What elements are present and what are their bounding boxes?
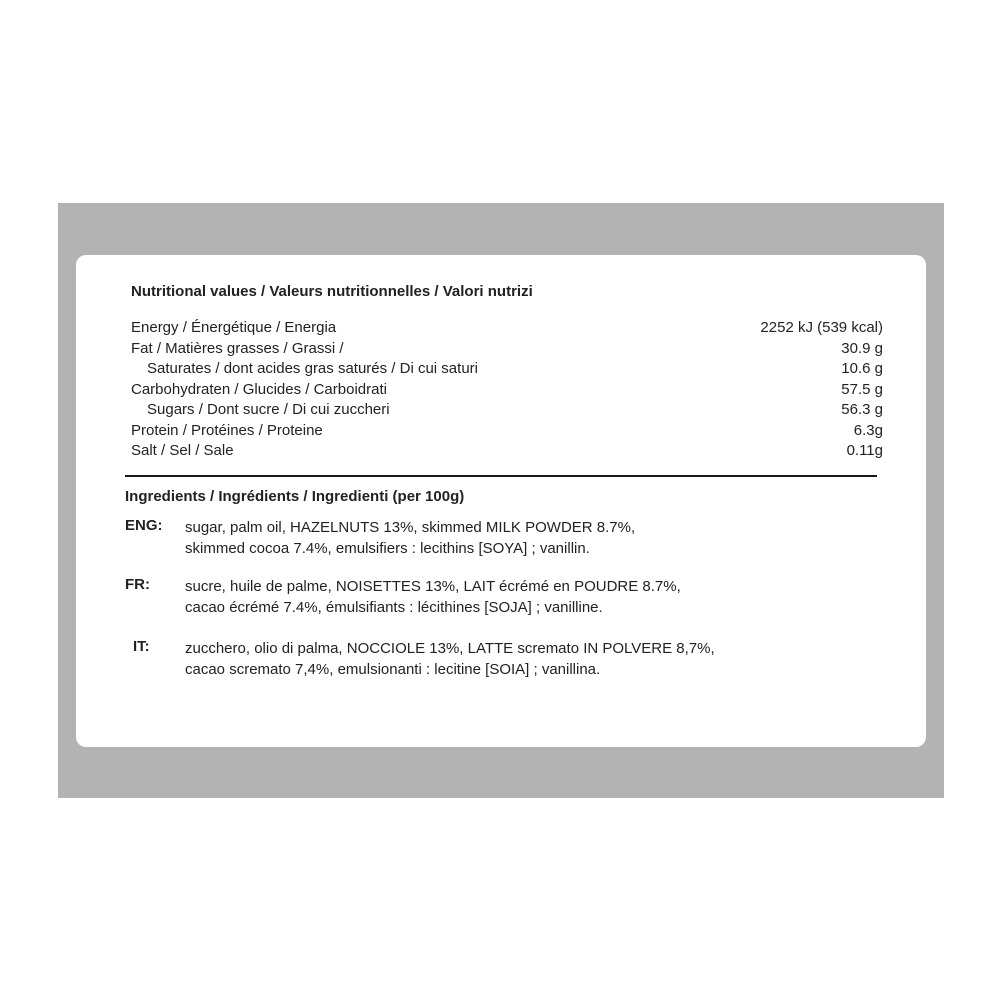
nutrition-value: 57.5 g — [841, 380, 883, 398]
nutrition-label: Salt / Sel / Sale — [131, 442, 234, 459]
nutrition-value: 56.3 g — [841, 401, 883, 418]
ingredients-line: cacao scremato 7,4%, emulsionanti : lecitine [SOIA] ; vanillina. — [185, 661, 601, 678]
language-code: IT: — [133, 638, 150, 655]
ingredients-line: sucre, huile de palme, NOISETTES 13%, LAIT écrémé en POUDRE 8.7%, — [185, 578, 681, 595]
ingredients-text — [185, 576, 681, 618]
nutrition-label: Saturates / dont acides gras saturés / Di cui saturi — [147, 360, 478, 377]
ingredients-line: zucchero, olio di palma, NOCCIOLE 13%, LATTE scremato IN POLVERE 8,7%, — [185, 640, 715, 657]
nutrition-title: Nutritional values / Valeurs nutritionnelles / Valori nutrizi — [131, 283, 533, 300]
ingredients-line: sugar, palm oil, HAZELNUTS 13%, skimmed MILK POWDER 8.7%, — [185, 519, 636, 536]
nutrition-row-salt — [131, 441, 883, 462]
ingredients-text — [185, 517, 635, 559]
language-code: FR: — [125, 576, 150, 593]
nutrition-value: 6.3g — [853, 421, 883, 439]
nutrition-label: Sugars / Dont sucre / Di cui zuccheri — [147, 401, 390, 418]
ingredients-title: Ingredients / Ingrédients / Ingredienti (per 100g) — [125, 488, 465, 505]
nutrition-label: Protein / Protéines / Proteine — [131, 421, 323, 439]
ingredients-line: cacao écrémé 7.4%, émulsifiants : lécithines [SOJA] ; vanilline. — [185, 599, 603, 616]
nutrition-value: 0.11g — [846, 442, 883, 459]
ingredients-line: skimmed cocoa 7.4%, emulsifiers : lecithins [SOYA] ; vanillin. — [185, 540, 590, 557]
nutrition-row-protein — [131, 421, 883, 442]
nutrition-label: Carbohydraten / Glucides / Carboidrati — [131, 380, 387, 398]
nutrition-label-card — [76, 255, 926, 747]
nutrition-value: 10.6 g — [841, 360, 883, 377]
nutrition-value: 2252 kJ (539 kcal) — [760, 319, 883, 336]
nutrition-row-fat — [131, 339, 883, 360]
nutrition-row-saturates — [131, 359, 883, 380]
nutrition-row-sugars — [131, 400, 883, 421]
section-divider — [125, 475, 877, 477]
nutrition-label: Energy / Énergétique / Energia — [131, 319, 337, 336]
nutrition-row-energy — [131, 318, 883, 339]
nutrition-label: Fat / Matières grasses / Grassi / — [131, 339, 344, 357]
ingredients-text — [185, 638, 715, 680]
nutrition-table — [131, 318, 883, 462]
language-code: ENG: — [125, 517, 163, 534]
nutrition-value: 30.9 g — [841, 339, 883, 357]
nutrition-row-carbohydrates — [131, 380, 883, 401]
